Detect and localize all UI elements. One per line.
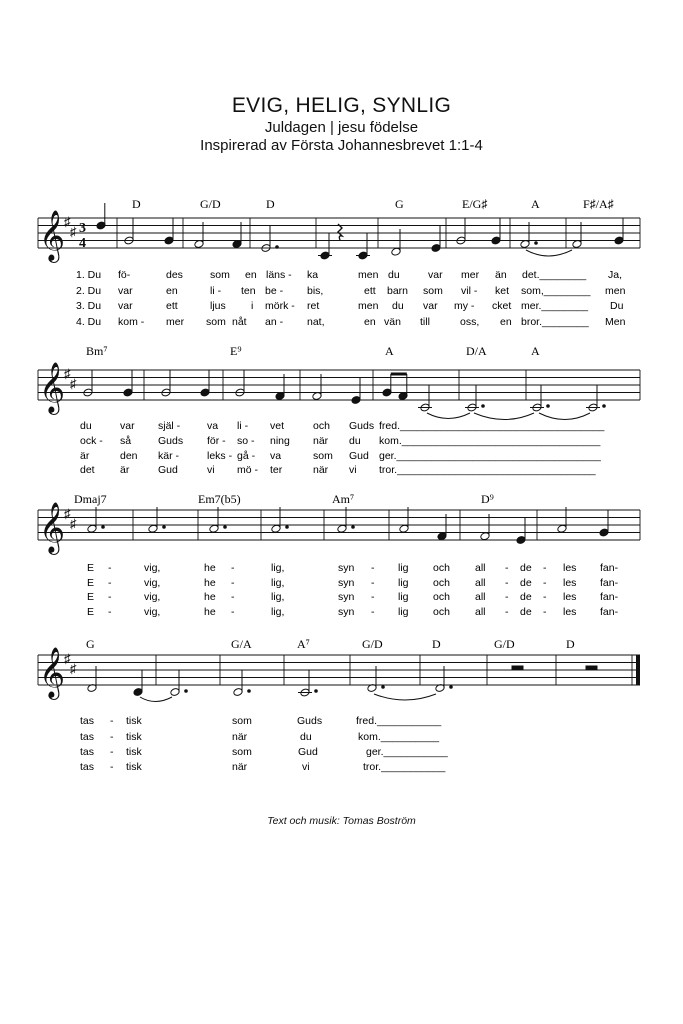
lyric-syllable: de xyxy=(520,562,532,574)
lyric-syllable: Men xyxy=(605,316,626,328)
clef-key-4 xyxy=(39,648,77,700)
lyric-syllable: - xyxy=(371,606,375,618)
lyric-syllable: syn xyxy=(338,562,355,574)
lyric-syllable: fan- xyxy=(600,577,619,589)
lyric-syllable: Gud xyxy=(349,450,369,462)
chord-symbol: A xyxy=(531,344,540,358)
lyric-syllable: än xyxy=(495,269,507,281)
lyric-syllable: vän xyxy=(384,316,401,328)
sharp-icon: ♯ xyxy=(70,224,77,239)
lyric-syllable: och xyxy=(433,577,450,589)
lyric-syllable: vig, xyxy=(144,606,161,618)
song-inspiration: Inspirerad av Första Johannesbrevet 1:1-4 xyxy=(200,137,483,154)
lyric-syllable: den xyxy=(120,450,138,462)
lyric-syllable: - xyxy=(543,606,547,618)
lyric-syllable: fred.___________ xyxy=(356,715,442,727)
lyric-syllable: E xyxy=(87,577,95,589)
lyric-syllable: ten xyxy=(241,285,256,297)
lyric-syllable: när xyxy=(313,435,329,447)
lyric-syllable: var xyxy=(118,300,133,312)
lyric-syllable: mer xyxy=(166,316,185,328)
lyric-syllable: barn xyxy=(387,285,409,297)
lyrics xyxy=(76,269,626,773)
lyric-syllable: mer.________ xyxy=(521,300,589,312)
sharp-icon: ♯ xyxy=(64,214,71,229)
lyric-syllable: lig, xyxy=(271,562,285,574)
lyric-syllable: 3. Du xyxy=(76,300,102,312)
lyric-syllable: vig, xyxy=(144,577,161,589)
lyric-syllable: och xyxy=(433,562,450,574)
chord-symbol: G xyxy=(86,637,95,651)
clef-key-3 xyxy=(39,503,77,555)
lyric-syllable: du xyxy=(392,300,404,312)
lyric-syllable: och xyxy=(433,606,450,618)
lyric-syllable: vi xyxy=(302,761,310,773)
staff-system-4 xyxy=(38,655,640,685)
lyric-syllable: my - xyxy=(454,300,475,312)
lyric-syllable: all xyxy=(475,591,486,603)
lyric-syllable: bis, xyxy=(307,285,324,297)
lyric-syllable: - xyxy=(231,606,235,618)
lyric-syllable: när xyxy=(232,731,248,743)
lyric-syllable: en xyxy=(364,316,376,328)
lyric-syllable: och xyxy=(313,420,330,432)
lyric-syllable: gå - xyxy=(237,450,256,462)
credit-line: Text och musik: Tomas Boström xyxy=(267,815,416,827)
lyric-syllable: för - xyxy=(207,435,226,447)
lyric-syllable: tror.___________ xyxy=(363,761,446,773)
lyric-syllable: va xyxy=(270,450,282,462)
lyric-syllable: - xyxy=(505,606,509,618)
treble-clef-icon: 𝄞 xyxy=(39,503,66,552)
lyric-syllable: - xyxy=(231,562,235,574)
lyric-syllable: är xyxy=(120,464,130,476)
lyric-syllable: fred.___________________________________ xyxy=(379,420,605,432)
lyric-syllable: ett xyxy=(364,285,376,297)
lyric-syllable: ning xyxy=(270,435,290,447)
lyric-syllable: 4. Du xyxy=(76,316,102,328)
lyric-syllable: som xyxy=(210,269,230,281)
lyric-syllable: tisk xyxy=(126,761,142,773)
lyric-syllable: kom.__________________________________ xyxy=(379,435,601,447)
lyric-syllable: lig xyxy=(398,562,409,574)
lyric-syllable: men xyxy=(358,300,379,312)
lyric-syllable: - xyxy=(543,562,547,574)
lyric-syllable: - xyxy=(110,715,114,727)
lyric-syllable: lig xyxy=(398,606,409,618)
lyric-syllable: vil - xyxy=(461,285,478,297)
lyric-syllable: Guds xyxy=(297,715,323,727)
chord-symbol: D⁹ xyxy=(481,492,494,506)
lyric-syllable: läns - xyxy=(266,269,292,281)
lyric-syllable: lig, xyxy=(271,591,285,603)
lyric-syllable: he xyxy=(204,577,216,589)
lyric-syllable: he xyxy=(204,562,216,574)
treble-clef-icon: 𝄞 xyxy=(39,211,66,260)
lyric-syllable: de xyxy=(520,606,532,618)
lyric-syllable: les xyxy=(563,562,577,574)
chord-symbol: E⁹ xyxy=(230,344,242,358)
lyric-syllable: - xyxy=(231,591,235,603)
lyric-syllable: - xyxy=(110,746,114,758)
lyric-syllable: fö- xyxy=(118,269,131,281)
chord-symbol: D xyxy=(566,637,575,651)
chord-symbol: G/D xyxy=(494,637,515,651)
lyric-syllable: ljus xyxy=(210,300,226,312)
sharp-icon: ♯ xyxy=(70,516,77,531)
chord-symbol: Dmaj7 xyxy=(74,492,107,506)
lyric-syllable: i xyxy=(251,300,254,312)
lyric-syllable: lig xyxy=(398,591,409,603)
lyric-syllable: ka xyxy=(307,269,319,281)
lyric-syllable: tas xyxy=(80,746,95,758)
lyric-syllable: nat, xyxy=(307,316,325,328)
lyric-syllable: det xyxy=(80,464,95,476)
lyric-syllable: ett xyxy=(166,300,178,312)
lyric-syllable: li - xyxy=(237,420,249,432)
lyric-syllable: bror.________ xyxy=(521,316,589,328)
lyric-syllable: - xyxy=(108,562,112,574)
lyric-syllable: all xyxy=(475,562,486,574)
lyric-syllable: - xyxy=(108,591,112,603)
chord-symbol: Am⁷ xyxy=(332,492,355,506)
lyric-syllable: det.________ xyxy=(522,269,587,281)
lyric-syllable: fan- xyxy=(600,562,619,574)
lyric-syllable: du xyxy=(80,420,92,432)
lyric-syllable: vi xyxy=(349,464,357,476)
time-signature-bottom: 4 xyxy=(79,236,86,251)
lyric-syllable: tas xyxy=(80,761,95,773)
whole-rest-icon xyxy=(512,666,523,670)
time-signature-top: 3 xyxy=(79,221,86,236)
lyric-syllable: du xyxy=(300,731,312,743)
notes-system-1 xyxy=(96,203,624,260)
lyric-syllable: tisk xyxy=(126,715,142,727)
song-title: EVIG, HELIG, SYNLIG xyxy=(231,94,452,117)
lyric-syllable: cket xyxy=(492,300,512,312)
lyric-syllable: lig xyxy=(398,577,409,589)
chord-symbol: E/G♯ xyxy=(462,197,488,211)
chord-symbol: F♯/A♯ xyxy=(583,197,614,211)
lyric-syllable: vet xyxy=(270,420,285,432)
lyric-syllable: - xyxy=(110,761,114,773)
lyric-syllable: be - xyxy=(265,285,284,297)
lyric-syllable: he xyxy=(204,591,216,603)
lyric-syllable: Guds xyxy=(349,420,375,432)
notes-system-3 xyxy=(87,507,609,544)
chord-symbol: G xyxy=(395,197,404,211)
lyric-syllable: all xyxy=(475,606,486,618)
lyric-syllable: nåt xyxy=(232,316,247,328)
lyric-syllable: vig, xyxy=(144,591,161,603)
lyric-syllable: mer xyxy=(461,269,480,281)
lyric-syllable: - xyxy=(110,731,114,743)
lyric-syllable: lig, xyxy=(271,577,285,589)
lyric-syllable: som xyxy=(206,316,226,328)
lyric-syllable: E xyxy=(87,591,95,603)
lyric-syllable: men xyxy=(358,269,379,281)
sharp-icon: ♯ xyxy=(64,366,71,381)
lyric-syllable: som xyxy=(423,285,443,297)
lyric-syllable: vig, xyxy=(144,562,161,574)
lyric-syllable: - xyxy=(543,577,547,589)
lyric-syllable: som xyxy=(232,746,252,758)
lyric-syllable: 2. Du xyxy=(76,285,102,297)
lyric-syllable: - xyxy=(371,591,375,603)
lyric-syllable: lig, xyxy=(271,606,285,618)
lyric-syllable: les xyxy=(563,591,577,603)
lyric-syllable: en xyxy=(245,269,257,281)
chord-symbol: G/D xyxy=(200,197,221,211)
lyric-syllable: mö - xyxy=(237,464,258,476)
lyric-syllable: - xyxy=(505,562,509,574)
treble-clef-icon: 𝄞 xyxy=(39,363,66,412)
lyric-syllable: tas xyxy=(80,715,95,727)
lyric-syllable: kär - xyxy=(158,450,179,462)
lyric-syllable: var xyxy=(423,300,438,312)
lyric-syllable: des xyxy=(166,269,183,281)
lyric-syllable: en xyxy=(500,316,512,328)
lyric-syllable: - xyxy=(371,562,375,574)
lyric-syllable: oss, xyxy=(460,316,480,328)
lyric-syllable: Gud xyxy=(298,746,318,758)
lyric-syllable: du xyxy=(349,435,361,447)
lyric-syllable: tisk xyxy=(126,731,142,743)
lyric-syllable: en xyxy=(166,285,178,297)
lyric-syllable: själ - xyxy=(158,420,181,432)
sharp-icon: ♯ xyxy=(64,651,71,666)
lyric-syllable: som xyxy=(313,450,333,462)
lyric-syllable: ter xyxy=(270,464,283,476)
lyric-syllable: men xyxy=(605,285,626,297)
lyric-syllable: ger.___________ xyxy=(366,746,448,758)
sharp-icon: ♯ xyxy=(70,661,77,676)
lyric-syllable: och xyxy=(433,591,450,603)
lyric-syllable: tas xyxy=(80,731,95,743)
lyric-syllable: les xyxy=(563,577,577,589)
lyric-syllable: du xyxy=(388,269,400,281)
lyric-syllable: - xyxy=(108,606,112,618)
chord-symbol: Bm⁷ xyxy=(86,344,108,358)
lyric-syllable: E xyxy=(87,562,95,574)
lyric-syllable: var xyxy=(428,269,443,281)
lyric-syllable: ret xyxy=(307,300,320,312)
lyric-syllable: 1. Du xyxy=(76,269,102,281)
lyric-syllable: mörk - xyxy=(265,300,295,312)
lyric-syllable: ket xyxy=(495,285,510,297)
treble-clef-icon: 𝄞 xyxy=(39,648,66,697)
chord-symbol: A⁷ xyxy=(297,637,310,651)
staff-system-3 xyxy=(38,510,640,540)
chord-symbol: D/A xyxy=(466,344,487,358)
lyric-syllable: som xyxy=(232,715,252,727)
lyric-syllable: - xyxy=(543,591,547,603)
whole-rest-icon xyxy=(586,666,597,670)
lyric-syllable: - xyxy=(371,577,375,589)
lyric-syllable: ger.___________________________________ xyxy=(379,450,601,462)
lyric-syllable: - xyxy=(231,577,235,589)
lyric-syllable: syn xyxy=(338,591,355,603)
lyric-syllable: de xyxy=(520,591,532,603)
song-subtitle: Juldagen | jesu födelse xyxy=(264,119,419,136)
lyric-syllable: Ja, xyxy=(608,269,623,281)
lyric-syllable: vi xyxy=(207,464,215,476)
lyric-syllable: fan- xyxy=(600,591,619,603)
lyric-syllable: he xyxy=(204,606,216,618)
lyric-syllable: Gud xyxy=(158,464,178,476)
lyric-syllable: li - xyxy=(210,285,222,297)
lyric-syllable: all xyxy=(475,577,486,589)
lyric-syllable: syn xyxy=(338,577,355,589)
lyric-syllable: när xyxy=(313,464,329,476)
lyric-syllable: leks - xyxy=(207,450,233,462)
chord-symbol: A xyxy=(531,197,540,211)
lyric-syllable: när xyxy=(232,761,248,773)
lyric-syllable: - xyxy=(505,577,509,589)
lyric-syllable: var xyxy=(118,285,133,297)
lyric-syllable: syn xyxy=(338,606,355,618)
lyric-syllable: les xyxy=(563,606,577,618)
clef-key-time xyxy=(39,211,86,263)
lyric-syllable: E xyxy=(87,606,95,618)
chord-symbol: A xyxy=(385,344,394,358)
lyric-syllable: är xyxy=(80,450,90,462)
lyric-syllable: an - xyxy=(265,316,284,328)
chord-symbol: G/D xyxy=(362,637,383,651)
lyric-syllable: kom - xyxy=(118,316,145,328)
lyric-syllable: - xyxy=(505,591,509,603)
lyric-syllable: va xyxy=(207,420,219,432)
notes-system-4 xyxy=(87,666,597,702)
chord-symbol: D xyxy=(432,637,441,651)
lyric-syllable: så xyxy=(120,435,132,447)
lyric-syllable: so - xyxy=(237,435,255,447)
chord-symbol: D xyxy=(132,197,141,211)
chord-symbol: D xyxy=(266,197,275,211)
chord-symbol: G/A xyxy=(231,637,252,651)
lyric-syllable: till xyxy=(420,316,430,328)
lyric-syllable: tisk xyxy=(126,746,142,758)
sharp-icon: ♯ xyxy=(64,506,71,521)
lyric-syllable: - xyxy=(108,577,112,589)
lyric-syllable: var xyxy=(120,420,135,432)
lyric-syllable: som,________ xyxy=(521,285,591,297)
lyric-syllable: ock - xyxy=(80,435,103,447)
lyric-syllable: kom.__________ xyxy=(358,731,440,743)
lyric-syllable: fan- xyxy=(600,606,619,618)
lyric-syllable: de xyxy=(520,577,532,589)
clef-key-2 xyxy=(39,363,77,415)
lyric-syllable: tror.__________________________________ xyxy=(379,464,596,476)
lyric-syllable: Guds xyxy=(158,435,184,447)
sharp-icon: ♯ xyxy=(70,376,77,391)
lyric-syllable: Du xyxy=(610,300,624,312)
chord-symbol: Em7(b5) xyxy=(198,492,241,506)
